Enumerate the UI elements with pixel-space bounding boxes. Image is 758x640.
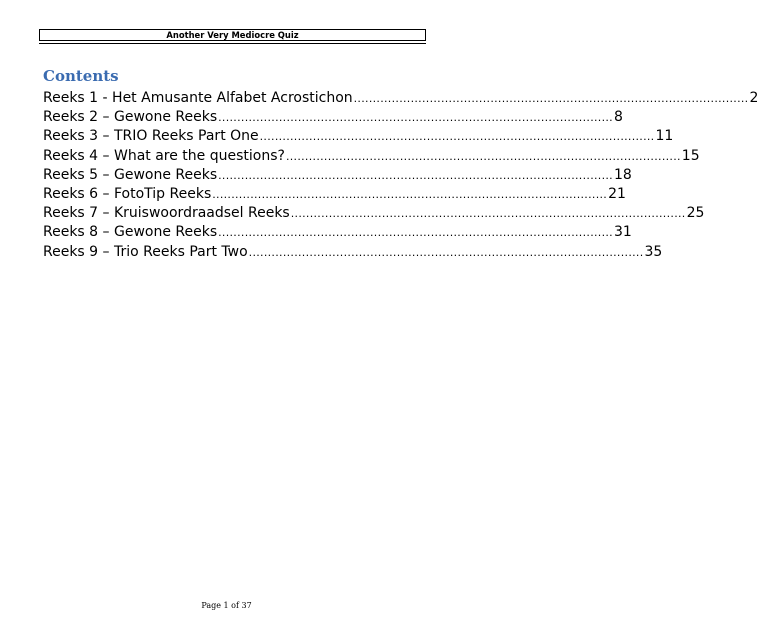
toc-entry-title: Reeks 6 – FotoTip Reeks — [43, 185, 212, 202]
dot-leader: ........................................................................................................ — [290, 207, 686, 221]
toc-heading: Contents — [43, 67, 119, 85]
toc-entry-title: Reeks 5 – Gewone Reeks — [43, 166, 218, 183]
toc-entry-page: 25 — [686, 205, 705, 222]
toc-entry[interactable] — [43, 147, 700, 166]
dot-leader: ........................................................................................................ — [218, 168, 613, 182]
toc-entry[interactable] — [43, 243, 663, 262]
dot-leader: ........................................................................................................ — [285, 149, 681, 163]
toc-entry[interactable] — [43, 127, 674, 146]
toc-entry-title: Reeks 3 – TRIO Reeks Part One — [43, 128, 259, 145]
toc-entry-page: 21 — [608, 185, 626, 202]
page-number-footer: Page 1 of 37 — [201, 601, 252, 610]
toc-entry[interactable] — [43, 185, 626, 204]
dot-leader: ........................................................................................................ — [212, 187, 608, 201]
dot-leader: ........................................................................................................ — [248, 245, 644, 259]
toc-entry-page: 8 — [613, 109, 623, 126]
dot-leader: ........................................................................................................ — [353, 92, 749, 105]
dot-leader: ........................................................................................................ — [259, 130, 655, 144]
toc-entry-page: 31 — [613, 224, 632, 241]
toc-entry[interactable] — [43, 89, 758, 108]
toc-entry[interactable] — [43, 108, 623, 127]
toc-entry-page: 11 — [655, 128, 674, 145]
toc-entry-page: 35 — [644, 243, 663, 260]
toc-entry-title: Reeks 9 – Trio Reeks Part Two — [43, 243, 248, 260]
header-rule — [39, 43, 426, 44]
toc-entry-title: Reeks 4 – What are the questions? — [43, 147, 285, 164]
dot-leader: ........................................................................................................ — [218, 111, 613, 125]
toc-entry[interactable] — [43, 223, 632, 242]
toc-entry-page: 15 — [681, 147, 700, 164]
toc-entry-title: Reeks 8 – Gewone Reeks — [43, 224, 218, 241]
toc-entry[interactable] — [43, 166, 632, 185]
toc-entry-title: Reeks 2 – Gewone Reeks — [43, 109, 218, 126]
dot-leader: ........................................................................................................ — [218, 226, 613, 240]
toc-entry-title: Reeks 1 - Het Amusante Alfabet Acrostichon — [43, 90, 353, 106]
running-header — [39, 29, 426, 41]
toc-entry-page: 2 — [749, 90, 758, 106]
toc-entry-title: Reeks 7 – Kruiswoordraadsel Reeks — [43, 205, 290, 222]
table-of-contents — [43, 89, 758, 262]
toc-entry[interactable] — [43, 204, 705, 223]
document-title: Another Very Mediocre Quiz — [166, 30, 299, 40]
toc-entry-page: 18 — [613, 166, 632, 183]
